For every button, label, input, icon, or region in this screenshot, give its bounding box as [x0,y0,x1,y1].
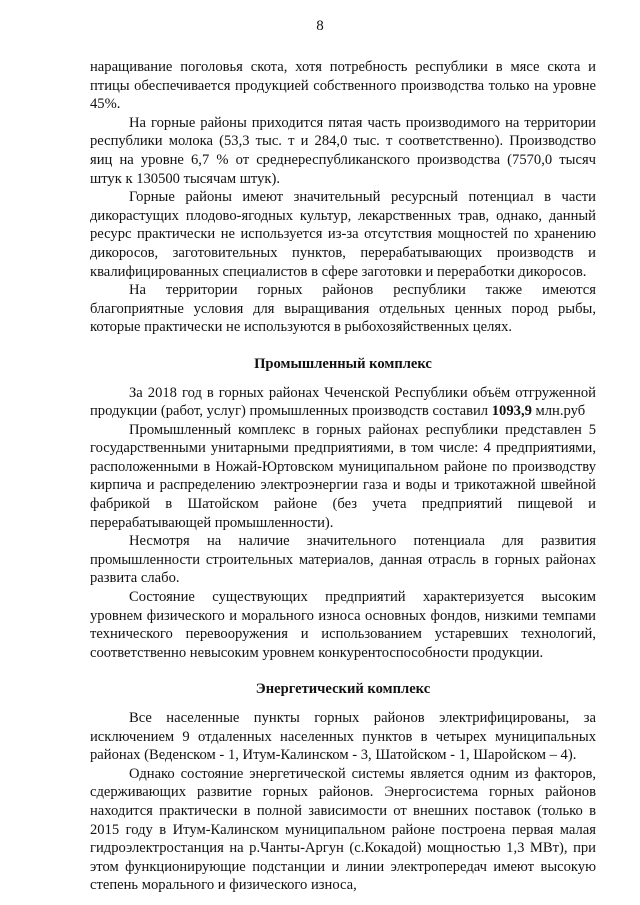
paragraph-intro-3: Горные районы имеют значительный ресурсный потенциал в части дикорастущих плодово-ягодных культур, лекарственных трав, однако, данный ресурс практически не используется из-за отсутствия мощностей по хранению дикоросов, заготовительных пунктов, перерабатывающих производств и квалифицированных специалистов в сфере заготовки и переработки дикоросов. [90,189,596,280]
paragraph-industry-1 [90,384,596,421]
industry-output-text: За 2018 год в горных районах Чеченской Республики объём отгруженной продукции (работ, услуг) промышленных производств составил [90,384,596,420]
paragraph-industry-3: Несмотря на наличие значительного потенциала для развития промышленности строительных материалов, данная отрасль в горных районах развита слабо. [90,533,596,587]
paragraph-energy-2: Однако состояние энергетической системы является одним из факторов, сдерживающих развитие горных районов. Энергосистема горных районов находится практически в полной зависимости от внешних поставок (только в 2015 году в Итум-Калинском муниципальном районе построена первая малая гидроэлектростанция на р.Чанты-Аргун (с.Кокадой) мощностью 1,3 МВт), при этом функционирующие подстанции и линии электропередач имеют высокую степень морального и физического износа, [90,765,596,894]
industry-output-unit: млн.руб [531,403,586,420]
paragraph-intro-2: На горные районы приходится пятая часть производимого на территории республики молока (53,3 тыс. т и 284,0 тыс. т соответственно). Производство яиц на уровне 6,7 % от среднереспубликанского производства (7570,0 тысяч штук к 130500 тысячам штук). [90,114,596,187]
page-content [90,58,596,895]
section-heading-industry: Промышленный комплекс [254,355,432,372]
page-number: 8 [316,18,324,34]
section-heading-energy: Энергетический комплекс [255,681,431,698]
industry-output-value: 1093,9 [491,403,532,420]
paragraph-intro-1: наращивание поголовья скота, хотя потребность республики в мясе скота и птицы обеспечивается продукцией собственного производства только на уровне 45%. [90,59,596,113]
paragraph-industry-4: Состояние существующих предприятий характеризуется высоким уровнем физического и морального износа основных фондов, низкими темпами технического перевооружения и использованием устаревших технологий, соответственно невысоким уровнем конкурентоспособности продукции. [90,589,596,661]
paragraph-industry-2: Промышленный комплекс в горных районах республики представлен 5 государственными унитарными предприятиями, в том числе: 4 предприятиями, расположенными в Ножай-Юртовском муниципальном районе по производству кирпича и распределению электроэнергии газа и воды и трикотажной швейной фабрикой в Шатойском районе (без учета предприятий пищевой и перерабатывающей промышленности). [90,421,596,531]
paragraph-energy-1: Все населенные пункты горных районов электрифицированы, за исключением 9 отдаленных населенных пунктов в четырех муниципальных районах (Веденском - 1, Итум-Калинском - 3, Шатойском - 1, Шаройском – 4). [90,710,596,764]
paragraph-intro-4: На территории горных районов республики также имеются благоприятные условия для выращивания отдельных ценных пород рыбы, которые практически не используются в рыбохозяйственных целях. [90,282,596,336]
